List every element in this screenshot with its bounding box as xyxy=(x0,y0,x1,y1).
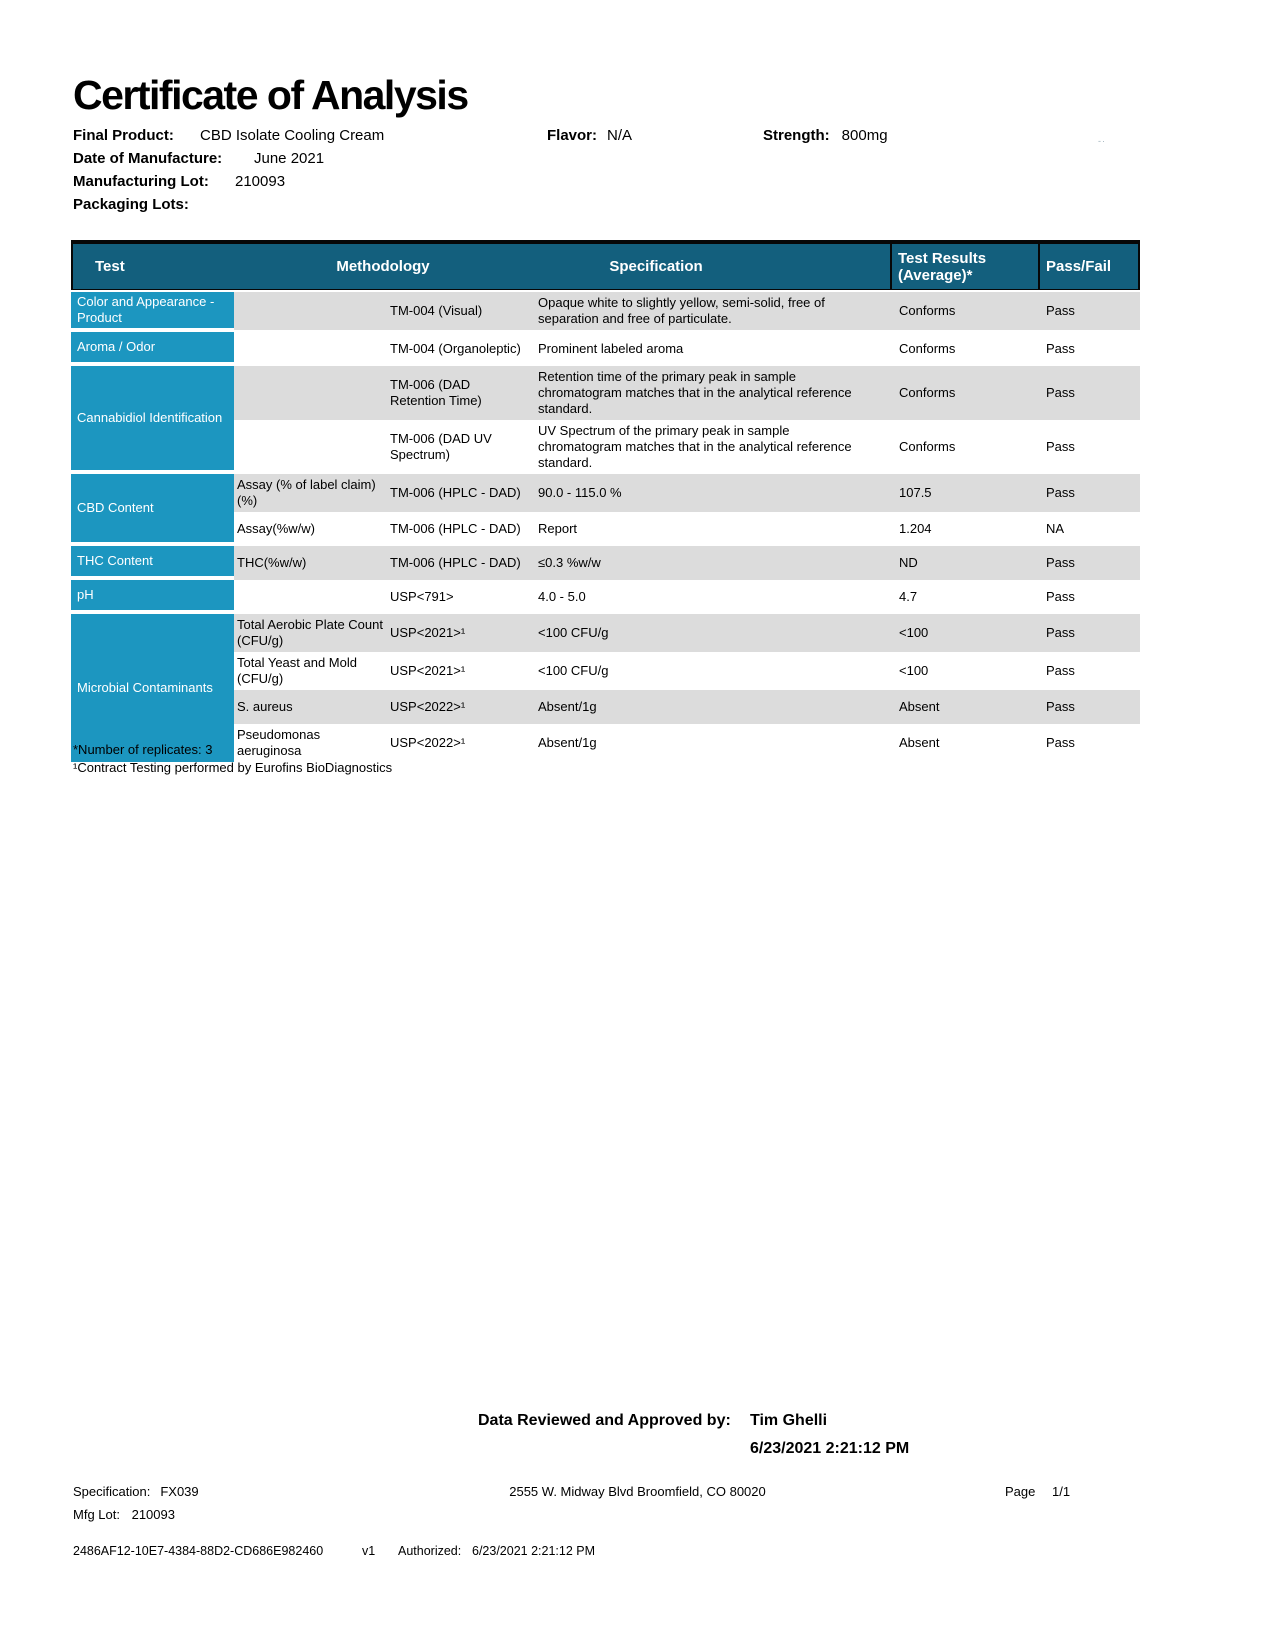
column-header-methodology: Methodology xyxy=(336,258,430,275)
pass-fail-cell: Pass xyxy=(1046,663,1075,678)
result-cell: <100 xyxy=(899,625,929,640)
packaging-lots-label: Packaging Lots: xyxy=(73,196,189,213)
pass-fail-cell: Pass xyxy=(1046,385,1075,400)
specification-cell: Report xyxy=(538,521,578,536)
specification-cell: Opaque white to slightly yellow, semi-solid, free of separation and free of particulate. xyxy=(538,295,825,326)
final-product-label: Final Product: xyxy=(73,127,174,144)
specification-cell: 4.0 - 5.0 xyxy=(538,589,586,604)
subtest-cell: S. aureus xyxy=(237,699,293,714)
methodology-cell: USP<2021>¹ xyxy=(390,625,466,640)
subtest-cell: Total Yeast and Mold (CFU/g) xyxy=(237,655,357,686)
test-group-cannabidiol-identification xyxy=(71,366,1140,474)
page-label: Page xyxy=(1005,1484,1036,1499)
subtest-cell xyxy=(234,292,390,330)
result-cell: <100 xyxy=(899,663,929,678)
manufacturing-lot-value: 210093 xyxy=(235,173,286,190)
specification-cell: Absent/1g xyxy=(538,735,597,750)
page-title: Certificate of Analysis xyxy=(73,72,468,118)
result-cell: Absent xyxy=(899,735,940,750)
test-name-cell: Cannabidiol Identification xyxy=(71,366,234,470)
date-of-manufacture-line xyxy=(73,150,1173,173)
specification-label: Specification: xyxy=(73,1484,151,1499)
specification-cell: Absent/1g xyxy=(538,699,597,714)
methodology-cell: TM-006 (HPLC - DAD) xyxy=(390,521,521,536)
subtest-cell xyxy=(234,420,390,474)
test-results-line2: (Average)* xyxy=(898,266,973,284)
specification-cell: 90.0 - 115.0 % xyxy=(538,485,622,500)
packaging-lots-line xyxy=(73,196,1173,219)
flavor-label: Flavor: xyxy=(547,127,598,144)
company-address: 2555 W. Midway Blvd Broomfield, CO 80020 xyxy=(509,1484,766,1499)
footnote-contract-testing: ¹Contract Testing performed by Eurofins BioDiagnostics xyxy=(73,760,393,775)
subtest-cell: Total Aerobic Plate Count (CFU/g) xyxy=(237,617,383,648)
test-group-aroma-odor xyxy=(71,332,1140,366)
methodology-cell: USP<791> xyxy=(390,589,454,604)
document-version: v1 xyxy=(362,1544,376,1558)
test-group-ph xyxy=(71,580,1140,614)
specification-cell: ≤0.3 %w/w xyxy=(538,555,601,570)
result-cell: Conforms xyxy=(899,341,956,356)
date-of-manufacture-value: June 2021 xyxy=(254,150,325,167)
specification-value: FX039 xyxy=(160,1484,199,1499)
test-name-cell: Aroma / Odor xyxy=(71,332,234,362)
pass-fail-cell: NA xyxy=(1046,521,1065,536)
methodology-cell: TM-006 (HPLC - DAD) xyxy=(390,485,521,500)
subtest-cell: Pseudomonas aeruginosa xyxy=(237,727,321,758)
test-name-cell: Color and Appearance - Product xyxy=(71,292,234,328)
result-cell: ND xyxy=(899,555,918,570)
methodology-cell: USP<2022>¹ xyxy=(390,735,466,750)
methodology-cell: USP<2022>¹ xyxy=(390,699,466,714)
date-of-manufacture-label: Date of Manufacture: xyxy=(73,150,223,167)
pass-fail-cell: Pass xyxy=(1046,699,1075,714)
pass-fail-cell: Pass xyxy=(1046,625,1075,640)
test-name-cell: pH xyxy=(71,580,234,610)
pass-fail-cell: Pass xyxy=(1046,735,1075,750)
column-header-specification-label: Specification xyxy=(609,258,703,275)
specification-cell: UV Spectrum of the primary peak in sample chromatogram matches that in the analytical reference standard. xyxy=(538,423,852,470)
table-row xyxy=(234,474,1140,512)
methodology-cell: TM-006 (DAD Retention Time) xyxy=(390,377,482,408)
pass-fail-cell: Pass xyxy=(1046,439,1075,454)
pass-fail-label: Pass/Fail xyxy=(1046,258,1112,275)
specification-cell: <100 CFU/g xyxy=(538,625,609,640)
test-name-cell: Microbial Contaminants xyxy=(71,614,234,762)
table-row xyxy=(234,366,1140,420)
table-row xyxy=(234,580,1140,614)
approval-block xyxy=(478,1412,910,1457)
pass-fail-cell: Pass xyxy=(1046,589,1075,604)
manufacturing-lot-line xyxy=(73,173,1173,196)
specification-cell: <100 CFU/g xyxy=(538,663,609,678)
flavor-field xyxy=(547,127,632,144)
strength-label: Strength: xyxy=(763,127,830,144)
scan-artifact: -· xyxy=(1098,136,1106,146)
result-cell: 1.204 xyxy=(899,521,932,536)
document-id: 2486AF12-10E7-4384-88D2-CD686E982460 xyxy=(73,1544,324,1558)
test-name-cell: CBD Content xyxy=(71,474,234,542)
methodology-cell: TM-006 (DAD UV Spectrum) xyxy=(390,431,492,462)
authorized-datetime: 6/23/2021 2:21:12 PM xyxy=(472,1544,596,1558)
column-header-specification xyxy=(532,258,890,275)
column-header-pass-fail xyxy=(1038,244,1138,289)
pass-fail-cell: Pass xyxy=(1046,303,1075,318)
table-row xyxy=(234,420,1140,474)
test-results-line1: Test Results xyxy=(898,249,987,267)
result-cell: 107.5 xyxy=(899,485,932,500)
table-row xyxy=(234,512,1140,546)
pass-fail-cell: Pass xyxy=(1046,341,1075,356)
strength-value: 800mg xyxy=(841,127,888,144)
result-cell: Absent xyxy=(899,699,940,714)
specification-cell: Retention time of the primary peak in sample chromatogram matches that in the analytical reference standard. xyxy=(538,369,852,416)
table-row xyxy=(234,546,1140,580)
mfg-lot-label: Mfg Lot: xyxy=(73,1507,120,1522)
methodology-cell: TM-004 (Organoleptic) xyxy=(390,341,521,356)
table-row xyxy=(234,690,1140,724)
subtest-cell xyxy=(234,332,390,366)
flavor-value: N/A xyxy=(607,127,633,144)
subtest-cell xyxy=(234,366,390,420)
result-cell: Conforms xyxy=(899,439,956,454)
footer-line-2 xyxy=(73,1507,175,1522)
subtest-cell: Assay (% of label claim)(%) xyxy=(237,477,376,508)
test-group-microbial-contaminants xyxy=(71,614,1140,762)
authorized-label: Authorized: xyxy=(398,1544,462,1558)
table-header-row xyxy=(71,240,1140,290)
subtest-cell: THC(%w/w) xyxy=(237,555,307,570)
result-cell: Conforms xyxy=(899,303,956,318)
methodology-cell: USP<2021>¹ xyxy=(390,663,466,678)
table-row xyxy=(234,332,1140,366)
manufacturing-lot-label: Manufacturing Lot: xyxy=(73,173,209,190)
approver-name: Tim Ghelli xyxy=(750,1412,828,1429)
pass-fail-cell: Pass xyxy=(1046,555,1075,570)
specification-cell: Prominent labeled aroma xyxy=(538,341,684,356)
subtest-cell xyxy=(234,580,390,614)
result-cell: 4.7 xyxy=(899,589,918,604)
column-header-test: Test xyxy=(95,258,125,275)
table-footnotes xyxy=(73,741,392,777)
methodology-cell: TM-004 (Visual) xyxy=(390,303,483,318)
test-name-cell: THC Content xyxy=(71,546,234,576)
test-group-thc-content xyxy=(71,546,1140,580)
test-group-cbd-content xyxy=(71,474,1140,546)
table-row xyxy=(234,292,1140,330)
subtest-cell: Assay(%w/w) xyxy=(237,521,316,536)
result-cell: Conforms xyxy=(899,385,956,400)
strength-field xyxy=(763,127,888,144)
page-number: 1/1 xyxy=(1052,1484,1071,1499)
column-header-test-results xyxy=(890,244,1038,289)
final-product-line xyxy=(73,127,1173,150)
product-info xyxy=(73,127,1173,219)
footnote-replicates: *Number of replicates: 3 xyxy=(73,742,213,757)
approval-datetime: 6/23/2021 2:21:12 PM xyxy=(750,1440,910,1457)
table-row xyxy=(234,652,1140,690)
specification-field xyxy=(73,1484,199,1499)
approval-label: Data Reviewed and Approved by: xyxy=(478,1412,731,1429)
table-row xyxy=(234,614,1140,652)
pass-fail-cell: Pass xyxy=(1046,485,1075,500)
final-product-value: CBD Isolate Cooling Cream xyxy=(200,127,385,144)
results-table xyxy=(71,240,1140,762)
mfg-lot-value: 210093 xyxy=(131,1507,175,1522)
test-group-color-appearance xyxy=(71,292,1140,332)
methodology-cell: TM-006 (HPLC - DAD) xyxy=(390,555,521,570)
